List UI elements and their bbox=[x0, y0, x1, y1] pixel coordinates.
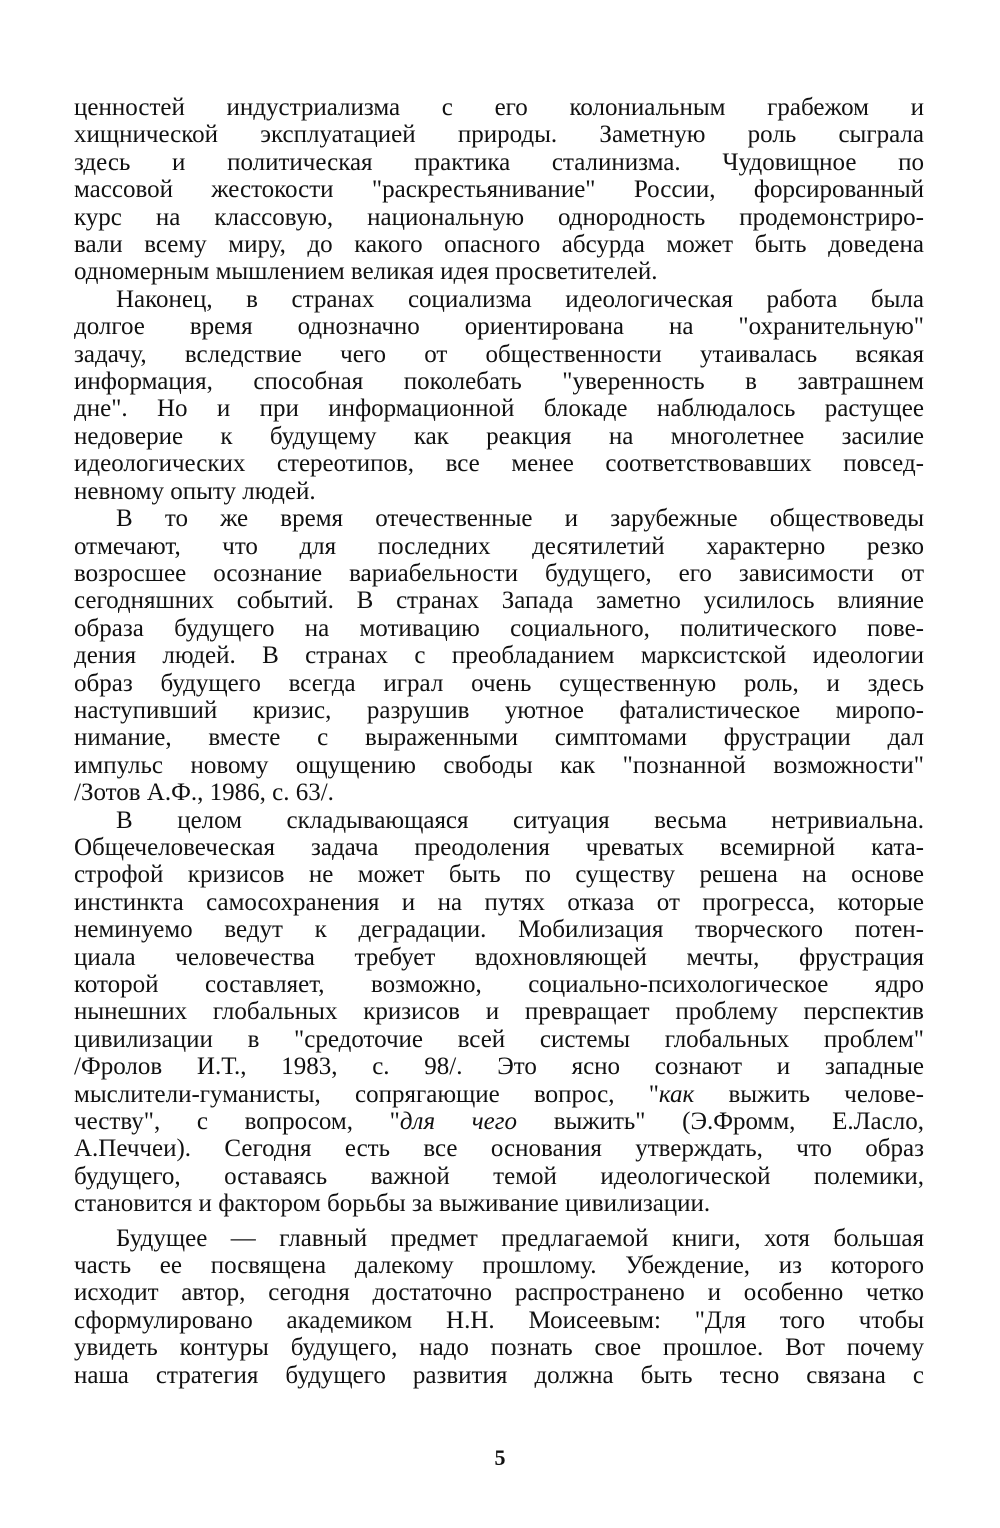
text-line: часть ее посвящена далекому прошлому. Убеждение, из которого bbox=[74, 1252, 924, 1280]
text-segment: честву", с вопросом, " bbox=[74, 1108, 400, 1136]
text-line: образа будущего на мотивацию социального, политического пове- bbox=[74, 614, 924, 642]
text-line: курс на классовую, национальную однородность продемонстриро- bbox=[74, 203, 924, 231]
text-line: наступивший кризис, разрушив уютное фаталистическое миропо- bbox=[74, 696, 924, 724]
text-line: дения людей. В странах с преобладанием марксистской идеологии bbox=[74, 642, 924, 670]
text-line: идеологических стереотипов, все менее соответствовавших повсед- bbox=[74, 450, 924, 478]
text-line: А.Печчеи). Сегодня есть все основания утверждать, что образ bbox=[74, 1135, 924, 1163]
text-line: которой составляет, возможно, социально-психологическое ядро bbox=[74, 971, 924, 998]
text-line: /Фролов И.Т., 1983, с. 98/. Это ясно сознают и западные bbox=[74, 1053, 924, 1081]
text-line: нимание, вместе с выраженными симптомами фрустрации дал bbox=[74, 724, 924, 752]
text-line-with-italic bbox=[74, 1081, 924, 1108]
text-line: возросшее осознание вариабельности будущего, его зависимости от bbox=[74, 559, 924, 587]
text-line: Общечеловеческая задача преодоления чреватых всемирной ката- bbox=[74, 833, 924, 861]
text-line: наша стратегия будущего развития должна быть тесно связана с bbox=[74, 1361, 924, 1389]
text-line: долгое время однозначно ориентирована на "охранительную" bbox=[74, 313, 924, 341]
text-line: Наконец, в странах социализма идеологическая работа была bbox=[116, 285, 924, 313]
text-line: дне". Но и при информационной блокаде наблюдалось растущее bbox=[74, 395, 924, 423]
text-line: инстинкта самосохранения и на путях отказа от прогресса, которые bbox=[74, 888, 924, 916]
paragraph-1 bbox=[74, 94, 924, 286]
text-line: отмечают, что для последних десятилетий характерно резко bbox=[74, 532, 924, 560]
text-line: импульс новому ощущению свободы как "познанной возможности" bbox=[74, 751, 924, 779]
text-segment: выжить" (Э.Фромм, Е.Ласло, bbox=[517, 1108, 924, 1136]
text-line: вали всему миру, до какого опасного абсурда может быть доведена bbox=[74, 231, 924, 259]
text-line: одномерным мышлением великая идея просветителей. bbox=[74, 258, 658, 286]
text-segment: выжить челове- bbox=[694, 1080, 924, 1108]
text-line: неминуемо ведут к деградации. Мобилизация творческого потен- bbox=[74, 916, 924, 944]
text-line: нынешних глобальных кризисов и превращает проблему перспектив bbox=[74, 998, 924, 1026]
paragraph-2 bbox=[74, 286, 924, 505]
text-line: исходит автор, сегодня достаточно распространено и особенно четко bbox=[74, 1279, 924, 1307]
text-line: здесь и политическая практика сталинизма. Чудовищное по bbox=[74, 148, 924, 176]
text-line: задачу, вследствие чего от общественности утаивалась всякая bbox=[74, 340, 924, 368]
paragraph-4 bbox=[74, 807, 924, 1218]
text-line: сформулировано академиком Н.Н. Моисеевым: "Для того чтобы bbox=[74, 1306, 924, 1334]
text-line: циала человечества требует вдохновляющей мечты, фрустрация bbox=[74, 943, 924, 971]
text-segment: мыслители-гуманисты, сопрягающие вопрос, " bbox=[74, 1080, 659, 1108]
text-line: информация, способная поколебать "уверенность в завтрашнем bbox=[74, 368, 924, 396]
text-line: будущего, оставаясь важной темой идеологической полемики, bbox=[74, 1162, 924, 1190]
italic-emphasis: как bbox=[658, 1080, 695, 1108]
text-line: хищнической эксплуатацией природы. Заметную роль сыграла bbox=[74, 121, 924, 149]
page-body bbox=[74, 94, 924, 1389]
text-line: ценностей индустриализма с его колониальным грабежом и bbox=[74, 94, 924, 121]
text-line: увидеть контуры будущего, надо познать свое прошлое. Вот почему bbox=[74, 1334, 924, 1362]
text-line-with-italic bbox=[74, 1108, 924, 1135]
text-line: сегодняшних событий. В странах Запада заметно усилилось влияние bbox=[74, 587, 924, 615]
text-line: В то же время отечественные и зарубежные обществоведы bbox=[116, 505, 924, 533]
text-line: Будущее — главный предмет предлагаемой книги, хотя большая bbox=[116, 1224, 924, 1252]
text-line: В целом складывающаяся ситуация весьма нетривиальна. bbox=[116, 806, 924, 834]
text-line: строфой кризисов не может быть по существу решена на основе bbox=[74, 861, 924, 889]
page-number: 5 bbox=[494, 1445, 506, 1470]
text-line: невному опыту людей. bbox=[74, 477, 316, 505]
paragraph-5 bbox=[74, 1225, 924, 1389]
text-line: образ будущего всегда играл очень существенную роль, и здесь bbox=[74, 669, 924, 697]
text-line: /Зотов А.Ф., 1986, с. 63/. bbox=[74, 779, 334, 807]
text-line: становится и фактором борьбы за выживание цивилизации. bbox=[74, 1190, 711, 1218]
text-line: недоверие к будущему как реакция на многолетнее засилие bbox=[74, 422, 924, 450]
text-line: цивилизации в "средоточие всей системы глобальных проблем" bbox=[74, 1025, 924, 1053]
paragraph-3 bbox=[74, 505, 924, 806]
italic-emphasis: для чего bbox=[399, 1108, 518, 1136]
text-line: массовой жестокости "раскрестьянивание" России, форсированный bbox=[74, 176, 924, 204]
